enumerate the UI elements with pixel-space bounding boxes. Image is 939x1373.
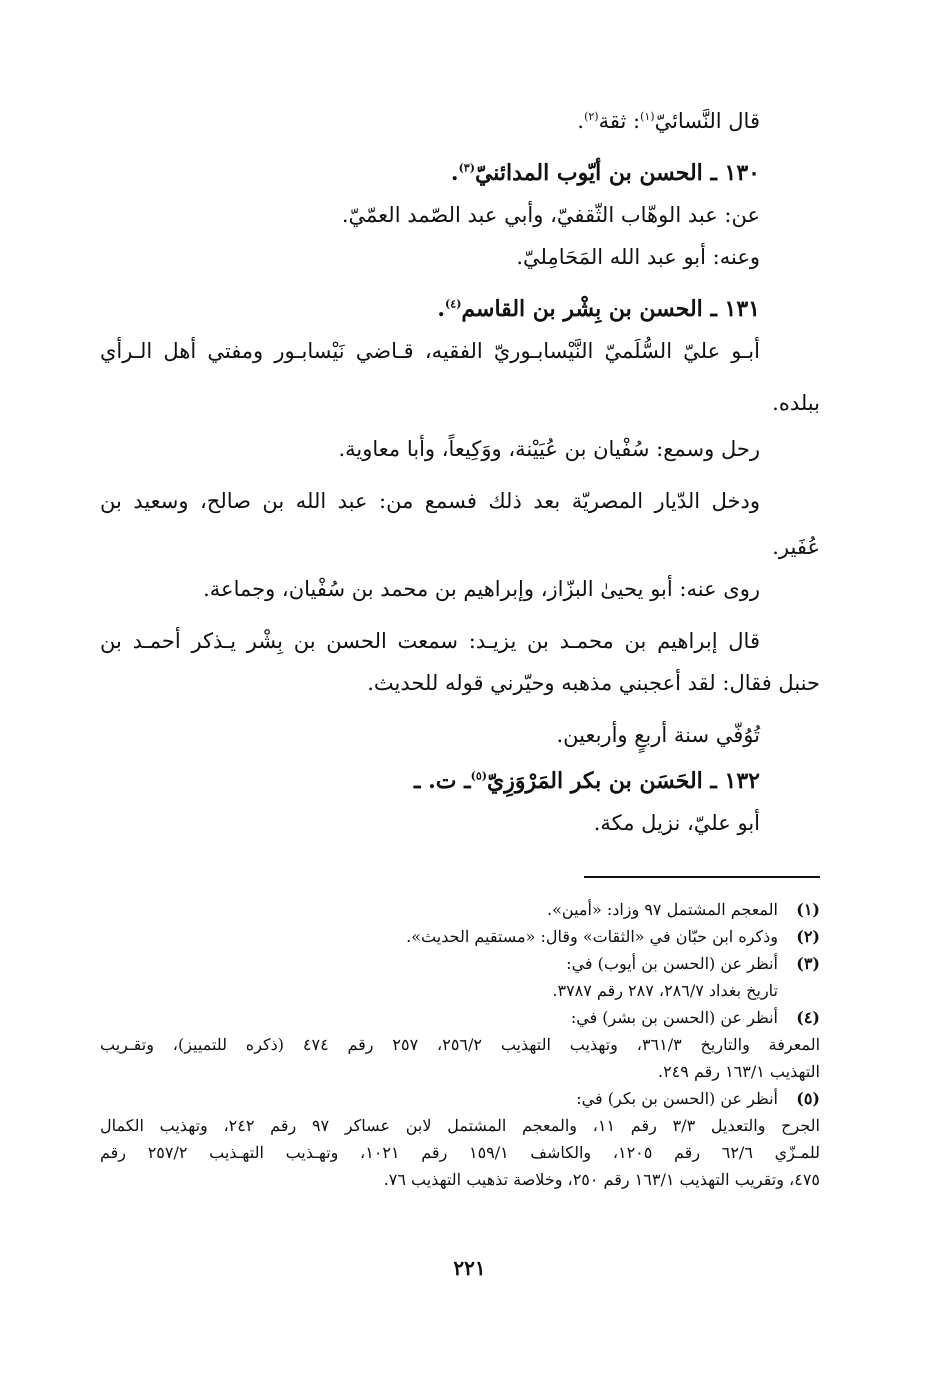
entry-131-line: تُوُفّي سنة أربعٍ وأربعين. — [556, 723, 760, 747]
entry-132-line: أبو عليّ، نزيل مكة. — [593, 811, 760, 835]
entry-131-line: أبـو عليّ السُّلَميّ النَّيْسابـوريّ الفقيه، قـاضي نَيْسابـور ومفتي أهل الـرأي — [100, 339, 760, 363]
footnote-ref[interactable]: (١) — [640, 110, 655, 123]
footnote-item: (٤)أنظر عن (الحسن بن بشر) في: — [570, 1008, 820, 1027]
footnote-continuation: الجرح والتعديل ٣/٣ رقم ١١، والمعجم المشتمل لابن عساكر ٩٧ رقم ٢٤٢، وتهذيب الكمال — [100, 1116, 820, 1135]
entry-131-line: عُفَير. — [772, 535, 820, 559]
entry-131-line: حنبل فقال: لقد أعجبني مذهبه وحيّرني قوله للحديث. — [367, 671, 820, 695]
text: . — [577, 109, 585, 133]
footnote-continuation: ٤٧٥، وتقريب التهذيب ١٦٣/١ رقم ٢٥٠، وخلاصة تذهيب التهذيب ٧٦. — [383, 1170, 820, 1189]
footnote-ref[interactable]: (٤) — [445, 297, 462, 311]
entry-131-line: قال إبراهيم بن محمـد بن يزيـد: سمعت الحسن بن بِشْر يـذكر أحمـد بن — [100, 629, 760, 653]
entry-130-line: عن: عبد الوهّاب الثّقفيّ، وأبي عبد الصّمد العمّيّ. — [341, 203, 760, 227]
intro-line — [100, 100, 820, 142]
entry-130-line: وعنه: أبو عبد الله المَحَامِليّ. — [516, 245, 760, 269]
footnote-divider — [584, 876, 820, 878]
footnote-ref[interactable]: (٢) — [584, 110, 599, 123]
page-number: ٢٢١ — [453, 1256, 486, 1280]
footnote-ref[interactable]: (٣) — [458, 161, 475, 175]
footnote-continuation: المعرفة والتاريخ ٣٦١/٣، وتهذيب التهذيب ٢٥٦/٢، ٢٥٧ رقم ٤٧٤ (ذكره للتمييز)، وتقـريب — [100, 1035, 821, 1054]
page-body — [100, 100, 820, 1193]
footnote-item: (٣)أنظر عن (الحسن بن أيوب) في: — [566, 954, 820, 973]
entry-131-line: روى عنه: أبو يحيىٰ البزّاز، وإبراهيم بن محمد بن سُفْيان، وجماعة. — [203, 577, 760, 601]
entry-131-line: ودخل الدّيار المصريّة بعد ذلك فسمع من: عبد الله بن صالح، وسعيد بن — [100, 489, 760, 513]
footnote-continuation: تاريخ بغداد ٢٨٦/٧، ٢٨٧ رقم ٣٧٨٧. — [552, 981, 778, 1000]
entry-131-title: ١٣١ ـ الحسن بن بِشْر بن القاسم$^{(٤)}$. — [437, 296, 760, 322]
text: قال النَّسائيّ — [654, 109, 760, 133]
footnote-ref[interactable]: (٥) — [470, 769, 487, 783]
footnote-continuation: التهذيب ١٦٣/١ رقم ٢٤٩. — [657, 1062, 820, 1081]
entry-131-line: ببلده. — [772, 391, 820, 415]
footnotes — [100, 896, 820, 1193]
footnote-item: (٥)أنظر عن (الحسن بن بكر) في: — [576, 1089, 820, 1108]
footnote-item: (١)المعجم المشتمل ٩٧ وزاد: «أمين». — [547, 900, 820, 919]
entry-132-title: ١٣٢ ـ الحَسَن بن بكر المَرْوَزِيّ$^{(٥)}$ـ ت. ـ — [414, 768, 760, 794]
entry-130-title: ١٣٠ ـ الحسن بن أيّوب المدائنيّ$^{(٣)}$. — [450, 160, 760, 186]
text: : ثقة — [598, 109, 641, 133]
entry-131-line: رحل وسمع: سُفْيان بن عُيَيْنة، ووَكِيعاً، وأبا معاوية. — [338, 437, 760, 461]
footnote-continuation: للمـزّي ٦٢/٦ رقم ١٢٠٥، والكاشف ١٥٩/١ رقم ١٠٢١، وتهـذيب التهـذيب ٢٥٧/٢ رقم — [100, 1143, 821, 1162]
footnote-item: (٢)وذكره ابن حبّان في «الثقات» وقال: «مستقيم الحديث». — [406, 927, 820, 946]
